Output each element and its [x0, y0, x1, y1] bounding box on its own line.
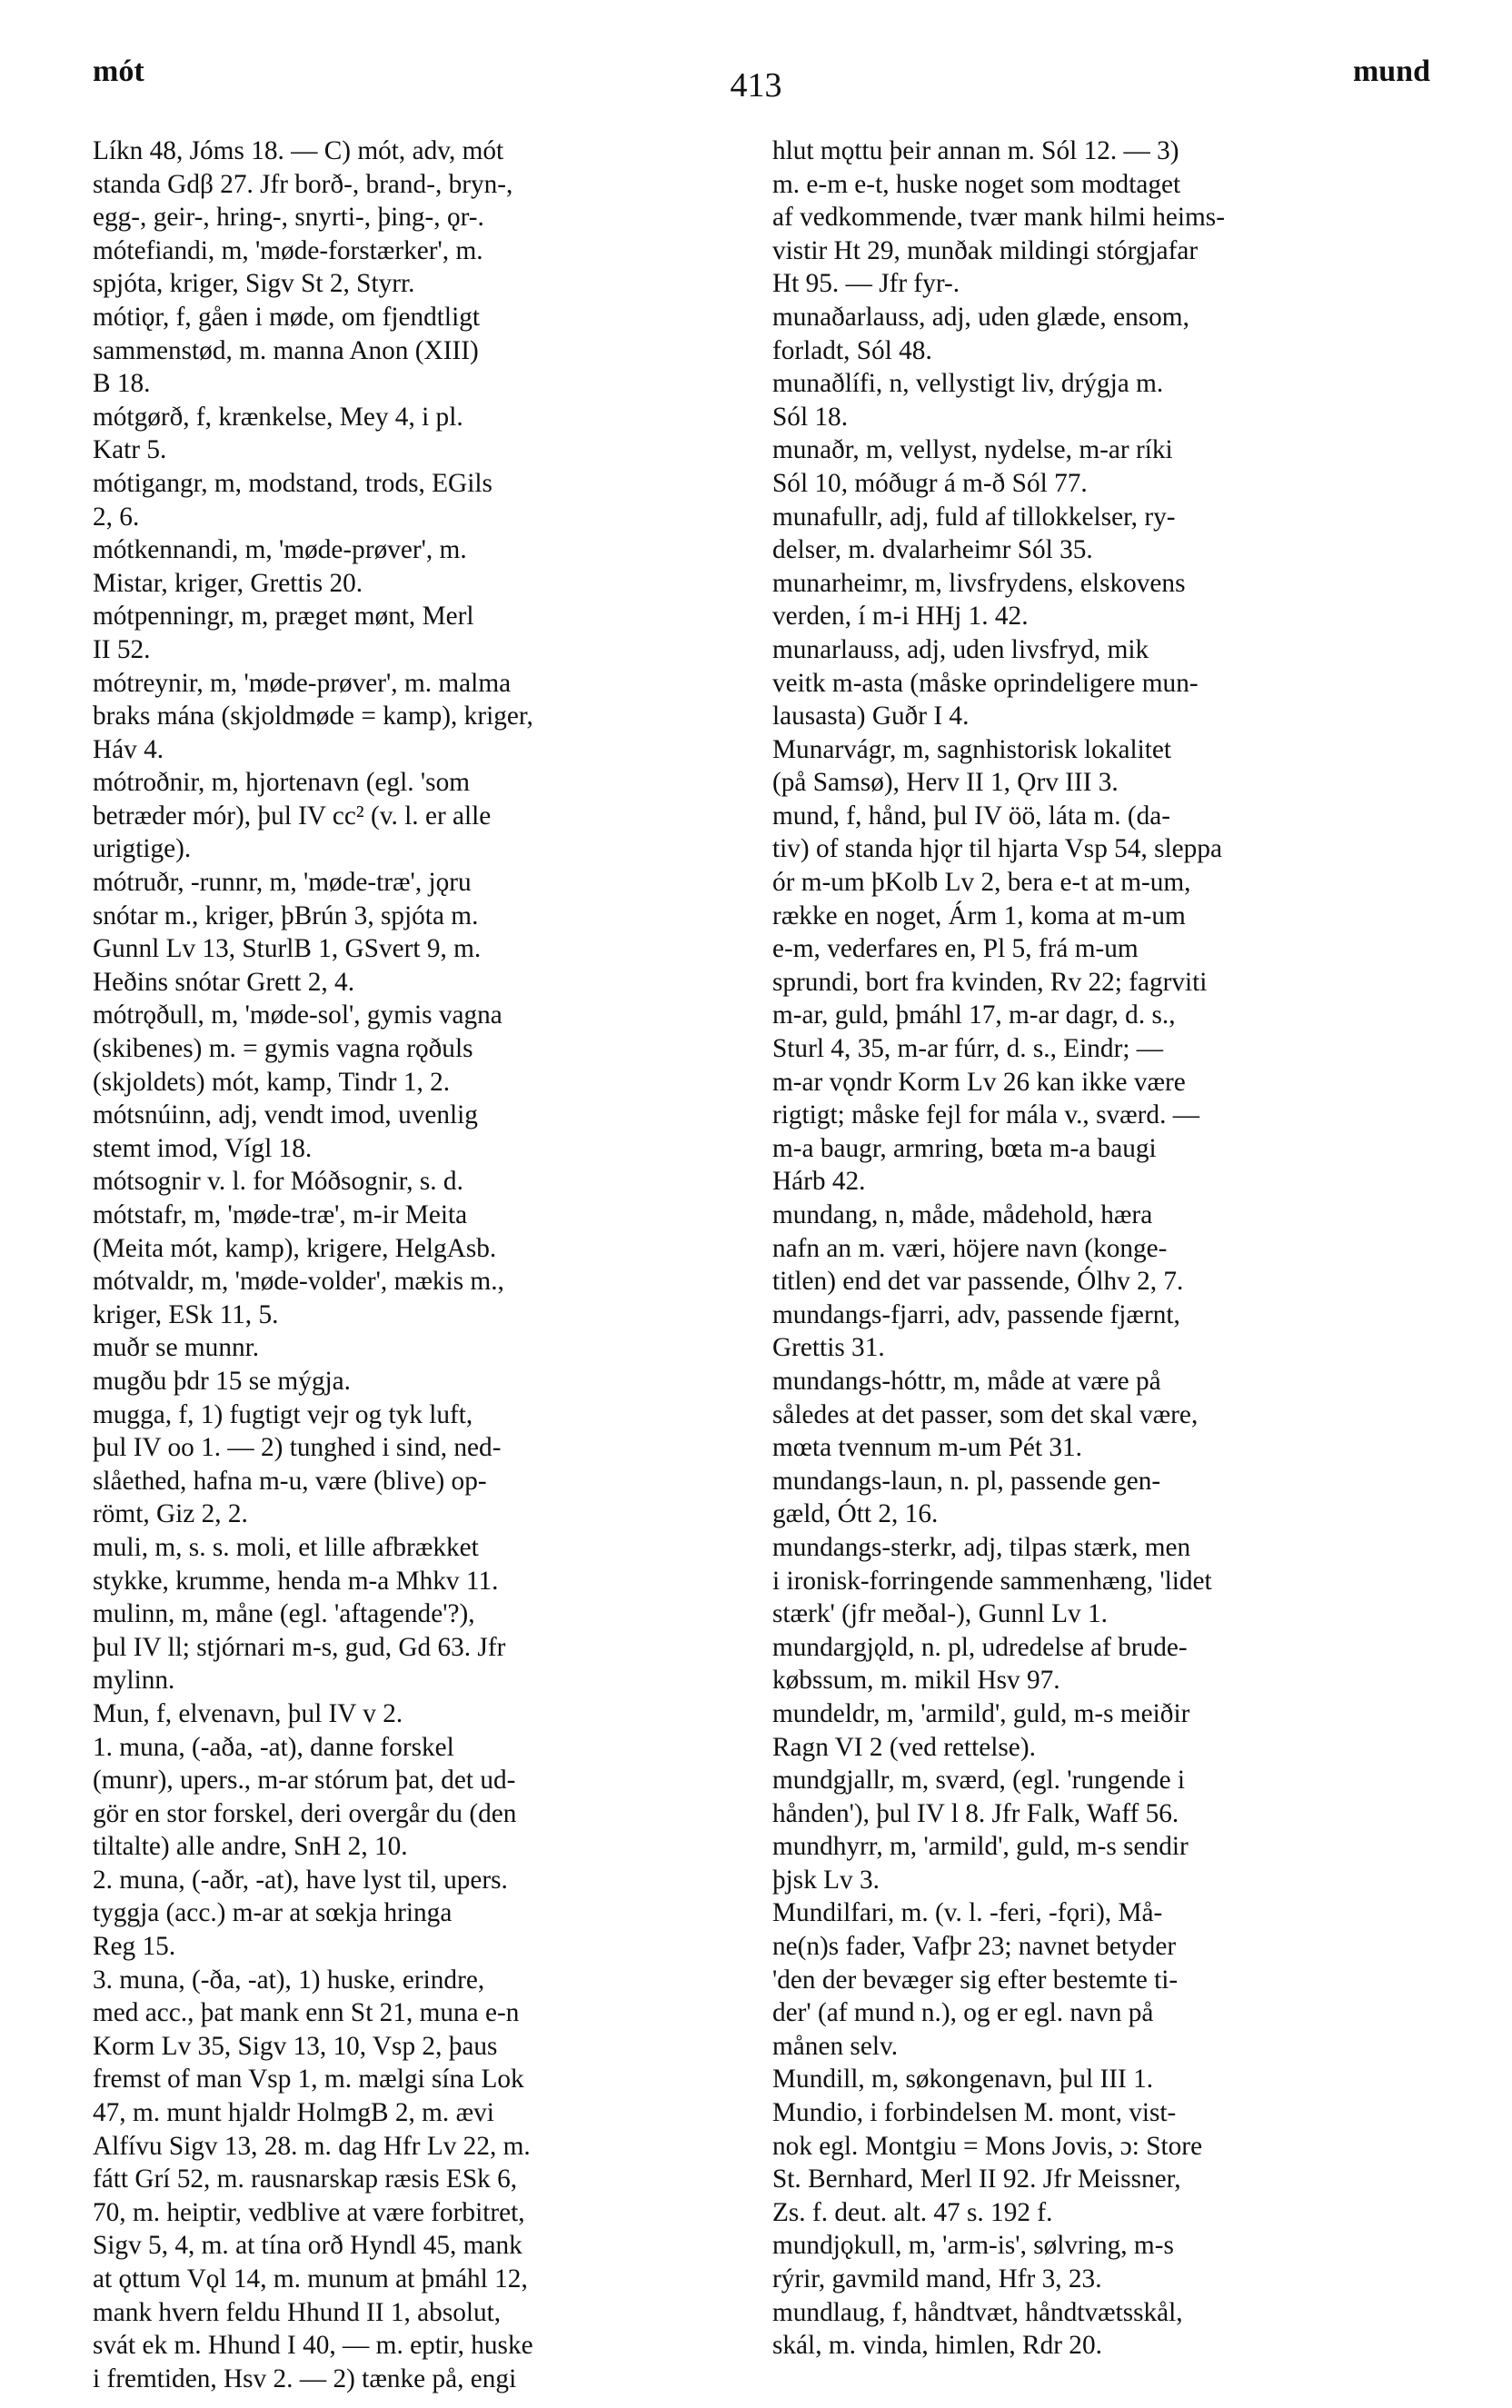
text-line: 2. muna, (-aðr, -at), have lyst til, upers.	[93, 1865, 508, 1895]
text-line: rigtigt; måske fejl for mála v., sværd. —	[772, 1100, 1200, 1130]
text-line: munaðarlauss, adj, uden glæde, ensom,	[772, 302, 1189, 332]
text-line: (Meita mót, kamp), krigere, HelgAsb.	[93, 1233, 497, 1263]
text-line: m-a baugr, armring, bœta m-a baugi	[772, 1133, 1157, 1163]
text-line: kriger, ESk 11, 5.	[93, 1299, 279, 1329]
text-line: rýrir, gavmild mand, Hfr 3, 23.	[772, 2264, 1102, 2294]
text-line: mundeldr, m, 'armild', guld, m-s meiðir	[772, 1698, 1190, 1728]
text-line: tiv) of standa hjǫr til hjarta Vsp 54, sleppa	[772, 834, 1222, 864]
text-line: stemt imod, Vígl 18.	[93, 1133, 313, 1163]
text-line: af vedkommende, tvær mank hilmi heims-	[772, 203, 1225, 233]
text-line: (munr), upers., m-ar stórum þat, det ud-	[93, 1766, 516, 1796]
text-line: (skjoldets) mót, kamp, Tindr 1, 2.	[93, 1067, 451, 1097]
text-line: i fremtiden, Hsv 2. — 2) tænke på, engi	[93, 2363, 517, 2393]
text-line: munarheimr, m, livsfrydens, elskovens	[772, 568, 1186, 598]
text-line: Sól 18.	[772, 402, 849, 432]
text-line: mulinn, m, måne (egl. 'aftagende'?),	[93, 1599, 475, 1629]
text-line: tyggja (acc.) m-ar at sœkja hringa	[93, 1898, 453, 1928]
header-left-guideword: mót	[93, 55, 144, 88]
text-line: i ironisk-forringende sammenhæng, 'lidet	[772, 1566, 1212, 1596]
text-line: vistir Ht 29, munðak mildingi stórgjafar	[772, 235, 1199, 265]
text-line: mótkennandi, m, 'møde-prøver', m.	[93, 535, 467, 565]
page-number: 413	[730, 66, 782, 104]
text-line: mund, f, hånd, þul IV öö, láta m. (da-	[772, 801, 1171, 831]
text-line: mundlaug, f, håndtvæt, håndtvætsskål,	[772, 2297, 1183, 2327]
left-column	[93, 134, 732, 2395]
text-line: þul IV ll; stjórnari m-s, gud, Gd 63. Jfr	[93, 1632, 506, 1662]
text-line: munaðlífi, n, vellystigt liv, drýgja m.	[772, 369, 1164, 399]
text-line: således at det passer, som det skal være,	[772, 1399, 1199, 1429]
text-line: muli, m, s. s. moli, et lille afbrækket	[93, 1532, 479, 1562]
text-line: ór m-um þKolb Lv 2, bera e-t at m-um,	[772, 868, 1191, 898]
text-line: månen selv.	[772, 2031, 899, 2061]
text-line: munaðr, m, vellyst, nydelse, m-ar ríki	[772, 435, 1173, 465]
text-line: 47, m. munt hjaldr HolmgB 2, m. ævi	[93, 2098, 494, 2128]
text-line: mótiǫr, f, gåen i møde, om fjendtligt	[93, 302, 480, 332]
text-line: mundgjallr, m, sværd, (egl. 'rungende i	[772, 1766, 1186, 1796]
text-line: mundargjǫld, n. pl, udredelse af brude-	[772, 1632, 1188, 1662]
text-line: titlen) end det var passende, Ólhv 2, 7.	[772, 1267, 1184, 1297]
text-line: Heðins snótar Grett 2, 4.	[93, 967, 355, 997]
text-line: Munarvágr, m, sagnhistorisk lokalitet	[772, 734, 1172, 764]
text-line: nafn an m. væri, höjere navn (konge-	[772, 1233, 1168, 1263]
text-line: Grettis 31.	[772, 1333, 885, 1363]
text-line: m. e-m e-t, huske noget som modtaget	[772, 169, 1181, 199]
text-line: ne(n)s fader, Vafþr 23; navnet betyder	[772, 1932, 1177, 1962]
text-line: 'den der bevæger sig efter bestemte ti-	[772, 1965, 1179, 1995]
text-line: at ǫttum Vǫl 14, m. munum at þmáhl 12,	[93, 2264, 528, 2294]
text-line: mótefiandi, m, 'møde-forstærker', m.	[93, 235, 483, 265]
text-line: fátt Grí 52, m. rausnarskap ræsis ESk 6,	[93, 2164, 518, 2194]
text-line: munarlauss, adj, uden livsfryd, mik	[772, 634, 1149, 664]
text-line: Mun, f, elvenavn, þul IV v 2.	[93, 1698, 403, 1728]
text-line: mylinn.	[93, 1666, 175, 1696]
text-line: Reg 15.	[93, 1932, 176, 1962]
text-line: Zs. f. deut. alt. 47 s. 192 f.	[772, 2197, 1053, 2227]
text-line: købssum, m. mikil Hsv 97.	[772, 1666, 1060, 1696]
text-line: Katr 5.	[93, 435, 167, 465]
text-line: 70, m. heiptir, vedblive at være forbitret,	[93, 2197, 525, 2227]
text-line: Mundio, i forbindelsen M. mont, vist-	[772, 2098, 1177, 2128]
text-line: 3. muna, (-ða, -at), 1) huske, erindre,	[93, 1965, 485, 1995]
text-line: Sigv 5, 4, m. at tína orð Hyndl 45, mank	[93, 2231, 522, 2261]
text-line: standa Gdβ 27. Jfr borð-, brand-, bryn-,	[93, 169, 513, 199]
text-line: mótsognir v. l. for Móðsognir, s. d.	[93, 1167, 463, 1197]
text-line: mank hvern feldu Hhund II 1, absolut,	[93, 2297, 502, 2327]
text-line: verden, í m-i HHj 1. 42.	[772, 602, 1029, 632]
text-line: Alfívu Sigv 13, 28. m. dag Hfr Lv 22, m.	[93, 2131, 531, 2161]
text-line: spjóta, kriger, Sigv St 2, Styrr.	[93, 269, 415, 299]
text-line: svát ek m. Hhund I 40, — m. eptir, huske	[93, 2331, 533, 2361]
text-line: stærk' (jfr meðal-), Gunnl Lv 1.	[772, 1599, 1108, 1629]
text-line: mótvaldr, m, 'møde-volder', mækis m.,	[93, 1267, 504, 1297]
text-line: Mistar, kriger, Grettis 20.	[93, 568, 363, 598]
text-line: römt, Giz 2, 2.	[93, 1499, 248, 1529]
text-line: mótruðr, -runnr, m, 'møde-træ', jǫru	[93, 868, 472, 898]
text-line: m-ar, guld, þmáhl 17, m-ar dagr, d. s.,	[772, 1000, 1176, 1030]
text-line: hlut mǫttu þeir annan m. Sól 12. — 3)	[772, 136, 1179, 165]
text-line: mótpenningr, m, præget mønt, Merl	[93, 602, 474, 632]
text-line: tiltalte) alle andre, SnH 2, 10.	[93, 1832, 408, 1862]
text-line: Sturl 4, 35, m-ar fúrr, d. s., Eindr; —	[772, 1034, 1164, 1064]
text-line: egg-, geir-, hring-, snyrti-, þing-, ǫr-.	[93, 203, 484, 233]
text-line: mundangs-fjarri, adv, passende fjærnt,	[772, 1299, 1180, 1329]
text-line: gör en stor forskel, deri overgår du (den	[93, 1798, 517, 1828]
text-line: der' (af mund n.), og er egl. navn på	[772, 1998, 1154, 2028]
text-line: e-m, vederfares en, Pl 5, frá m-um	[772, 934, 1139, 964]
text-line: nok egl. Montgiu = Mons Jovis, ɔ: Store	[772, 2131, 1203, 2161]
text-line: (skibenes) m. = gymis vagna rǫðuls	[93, 1034, 473, 1064]
text-line: Korm Lv 35, Sigv 13, 10, Vsp 2, þaus	[93, 2031, 498, 2061]
text-line: Mundilfari, m. (v. l. -feri, -fǫri), Må-	[772, 1898, 1163, 1928]
text-line: sprundi, bort fra kvinden, Rv 22; fagrviti	[772, 967, 1208, 997]
text-line: mundangs-hóttr, m, måde at være på	[772, 1366, 1161, 1396]
text-line: St. Bernhard, Merl II 92. Jfr Meissner,	[772, 2164, 1181, 2194]
text-line: mótsnúinn, adj, vendt imod, uvenlig	[93, 1100, 478, 1130]
text-line: mundangs-sterkr, adj, tilpas stærk, men	[772, 1532, 1191, 1562]
text-line: med acc., þat mank enn St 21, muna e-n	[93, 1998, 520, 2028]
text-line: mótroðnir, m, hjortenavn (egl. 'som	[93, 768, 471, 798]
text-line: række en noget, Árm 1, koma at m-um	[772, 901, 1186, 930]
text-line: Sól 10, móðugr á m-ð Sól 77.	[772, 468, 1088, 498]
text-line: veitk m-asta (måske oprindeligere mun-	[772, 668, 1199, 698]
text-line: mundangs-laun, n. pl, passende gen-	[772, 1466, 1161, 1496]
text-line: mugga, f, 1) fugtigt vejr og tyk luft,	[93, 1399, 473, 1429]
text-line: forladt, Sól 48.	[772, 335, 932, 365]
text-line: mundhyrr, m, 'armild', guld, m-s sendir	[772, 1832, 1189, 1862]
text-line: mugðu þdr 15 se mýgja.	[93, 1366, 351, 1396]
text-line: m-ar vǫndr Korm Lv 26 kan ikke være	[772, 1067, 1186, 1097]
text-line: mundjǫkull, m, 'arm-is', sølvring, m-s	[772, 2231, 1174, 2261]
text-line: urigtige).	[93, 834, 192, 864]
text-line: mœta tvennum m-um Pét 31.	[772, 1433, 1082, 1463]
text-line: slåethed, hafna m-u, være (blive) op-	[93, 1466, 487, 1496]
header-right-guideword: mund	[1352, 55, 1430, 88]
text-line: snótar m., kriger, þBrún 3, spjóta m.	[93, 901, 479, 930]
text-line: mundang, n, måde, mådehold, hæra	[772, 1200, 1153, 1229]
text-line: (på Samsø), Herv II 1, Ǫrv III 3.	[772, 768, 1119, 798]
text-line: mótigangr, m, modstand, trods, EGils	[93, 468, 492, 498]
text-line: stykke, krumme, henda m-a Mhkv 11.	[93, 1566, 499, 1596]
text-line: B 18.	[93, 369, 151, 399]
text-line: delser, m. dvalarheimr Sól 35.	[772, 535, 1093, 565]
text-line: 1. muna, (-aða, -at), danne forskel	[93, 1732, 454, 1762]
text-line: II 52.	[93, 634, 151, 664]
text-line: þjsk Lv 3.	[772, 1865, 880, 1895]
text-line: Háv 4.	[93, 734, 164, 764]
text-line: Ht 95. — Jfr fyr-.	[772, 269, 960, 299]
text-line: hånden'), þul IV l 8. Jfr Falk, Waff 56.	[772, 1798, 1179, 1828]
text-line: mótreynir, m, 'møde-prøver', m. malma	[93, 668, 512, 698]
text-line: 2, 6.	[93, 502, 140, 532]
text-line: skál, m. vinda, himlen, Rdr 20.	[772, 2331, 1102, 2361]
text-line: lausasta) Guðr I 4.	[772, 702, 970, 731]
text-line: Gunnl Lv 13, SturlB 1, GSvert 9, m.	[93, 934, 482, 964]
text-line: fremst of man Vsp 1, m. mælgi sína Lok	[93, 2065, 524, 2095]
text-line: mótrǫðull, m, 'møde-sol', gymis vagna	[93, 1000, 502, 1030]
right-column	[772, 134, 1412, 2363]
text-line: mótgørð, f, krænkelse, Mey 4, i pl.	[93, 402, 463, 432]
text-line: sammenstød, m. manna Anon (XIII)	[93, 335, 479, 365]
text-line: Mundill, m, søkongenavn, þul III 1.	[772, 2065, 1154, 2095]
text-line: braks mána (skjoldmøde = kamp), kriger,	[93, 702, 533, 731]
text-line: þul IV oo 1. — 2) tunghed i sind, ned-	[93, 1433, 502, 1463]
text-line: Hárb 42.	[772, 1167, 866, 1197]
text-line: mótstafr, m, 'møde-træ', m-ir Meita	[93, 1200, 468, 1229]
text-line: muðr se munnr.	[93, 1333, 260, 1363]
text-line: gæld, Ótt 2, 16.	[772, 1499, 939, 1529]
text-line: Ragn VI 2 (ved rettelse).	[772, 1732, 1036, 1762]
text-line: Líkn 48, Jóms 18. — C) mót, adv, mót	[93, 136, 504, 165]
text-line: betræder mór), þul IV cc² (v. l. er alle	[93, 801, 492, 831]
text-line: munafullr, adj, fuld af tillokkelser, ry-	[772, 502, 1176, 532]
